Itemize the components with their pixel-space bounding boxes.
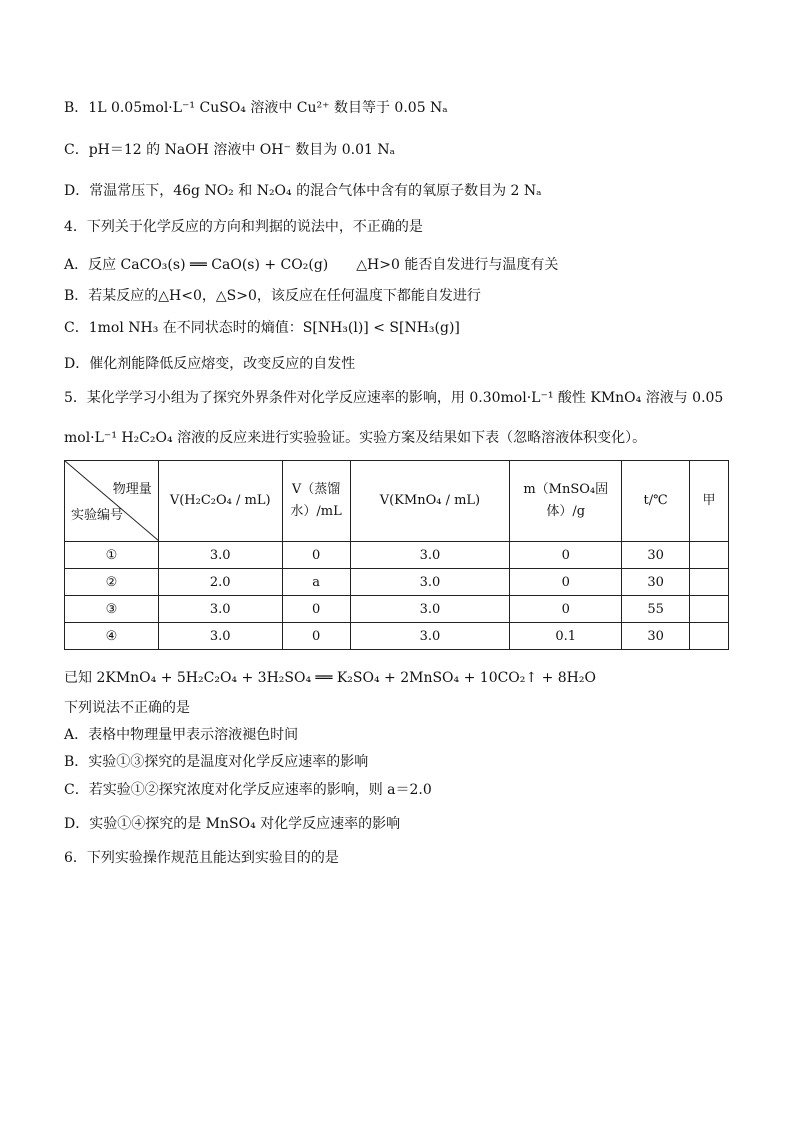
cell-experiment-id: ④ [65,623,159,650]
cell-water: a [282,569,350,596]
header-mnso4-mass: m（MnSO₄固体）/g [510,461,622,542]
table-header-row [65,461,729,542]
q4-option-b: B．若某反应的△H<0，△S>0，该反应在任何温度下都能自发进行 [64,288,481,304]
cell-temperature: 55 [622,596,690,623]
cell-kmno4: 3.0 [350,596,510,623]
cell-h2c2o4: 3.0 [158,596,282,623]
cell-h2c2o4: 3.0 [158,542,282,569]
cell-kmno4: 3.0 [350,623,510,650]
header-water-volume: V（蒸馏水）/mL [282,461,350,542]
cell-water: 0 [282,542,350,569]
cell-kmno4: 3.0 [350,542,510,569]
header-kmno4-volume: V(KMnO₄ / mL) [350,461,510,542]
table-corner-cell [65,461,159,542]
q3-option-b: B．1L 0.05mol·L⁻¹ CuSO₄ 溶液中 Cu²⁺ 数目等于 0.05 Nₐ [64,100,448,116]
q5-option-a: A．表格中物理量甲表示溶液褪色时间 [64,727,299,743]
cell-jia [690,542,729,569]
header-temperature: t/℃ [622,461,690,542]
q4-stem: 4．下列关于化学反应的方向和判据的说法中，不正确的是 [64,219,423,235]
cell-jia [690,569,729,596]
cell-mnso4: 0 [510,596,622,623]
q5-stem-line2: mol·L⁻¹ H₂C₂O₄ 溶液的反应来进行实验验证。实验方案及结果如下表（忽略溶液体积变化）。 [64,430,647,446]
cell-experiment-id: ③ [65,596,159,623]
q3-option-c: C．pH＝12 的 NaOH 溶液中 OH⁻ 数目为 0.01 Nₐ [64,142,396,158]
corner-label-experiment: 实验编号 [71,508,124,523]
cell-jia [690,596,729,623]
q5-option-c: C．若实验①②探究浓度对化学反应速率的影响，则 a＝2.0 [64,782,432,798]
reaction-equation: 已知 2KMnO₄ + 5H₂C₂O₄ + 3H₂SO₄ ══ K₂SO₄ + 2MnSO₄ + 10CO₂↑ + 8H₂O [64,670,596,686]
cell-water: 0 [282,623,350,650]
cell-temperature: 30 [622,623,690,650]
q5-option-b: B．实验①③探究的是温度对化学反应速率的影响 [64,754,369,770]
cell-experiment-id: ① [65,542,159,569]
q3-option-d: D．常温常压下，46g NO₂ 和 N₂O₄ 的混合气体中含有的氧原子数目为 2 Nₐ [64,183,542,199]
header-h2c2o4-volume: V(H₂C₂O₄ / mL) [158,461,282,542]
cell-jia [690,623,729,650]
q5-option-d: D．实验①④探究的是 MnSO₄ 对化学反应速率的影响 [64,816,401,832]
cell-experiment-id: ② [65,569,159,596]
cell-kmno4: 3.0 [350,569,510,596]
q4-option-d: D．催化剂能降低反应熔变，改变反应的自发性 [64,356,356,372]
q5-prompt: 下列说法不正确的是 [64,700,190,716]
q4-option-c: C．1mol NH₃ 在不同状态时的熵值：S[NH₃(l)] < S[NH₃(g)] [64,320,460,336]
header-quantity-jia: 甲 [690,461,729,542]
cell-water: 0 [282,596,350,623]
experiment-table [64,460,729,650]
table-row [65,569,729,596]
q6-stem: 6．下列实验操作规范且能达到实验目的的是 [64,850,339,866]
cell-temperature: 30 [622,542,690,569]
q4-option-a: A．反应 CaCO₃(s) ══ CaO(s) + CO₂(g) △H>0 能否自发进行与温度有关 [64,257,559,273]
cell-mnso4: 0.1 [510,623,622,650]
table-row [65,542,729,569]
table-row [65,596,729,623]
cell-h2c2o4: 3.0 [158,623,282,650]
cell-h2c2o4: 2.0 [158,569,282,596]
q5-stem-line1: 5．某化学学习小组为了探究外界条件对化学反应速率的影响，用 0.30mol·L⁻¹ 酸性 KMnO₄ 溶液与 0.05 [64,390,724,406]
cell-temperature: 30 [622,569,690,596]
diagonal-divider [65,461,159,541]
cell-mnso4: 0 [510,542,622,569]
table-row [65,623,729,650]
corner-label-quantity: 物理量 [112,482,152,497]
cell-mnso4: 0 [510,569,622,596]
